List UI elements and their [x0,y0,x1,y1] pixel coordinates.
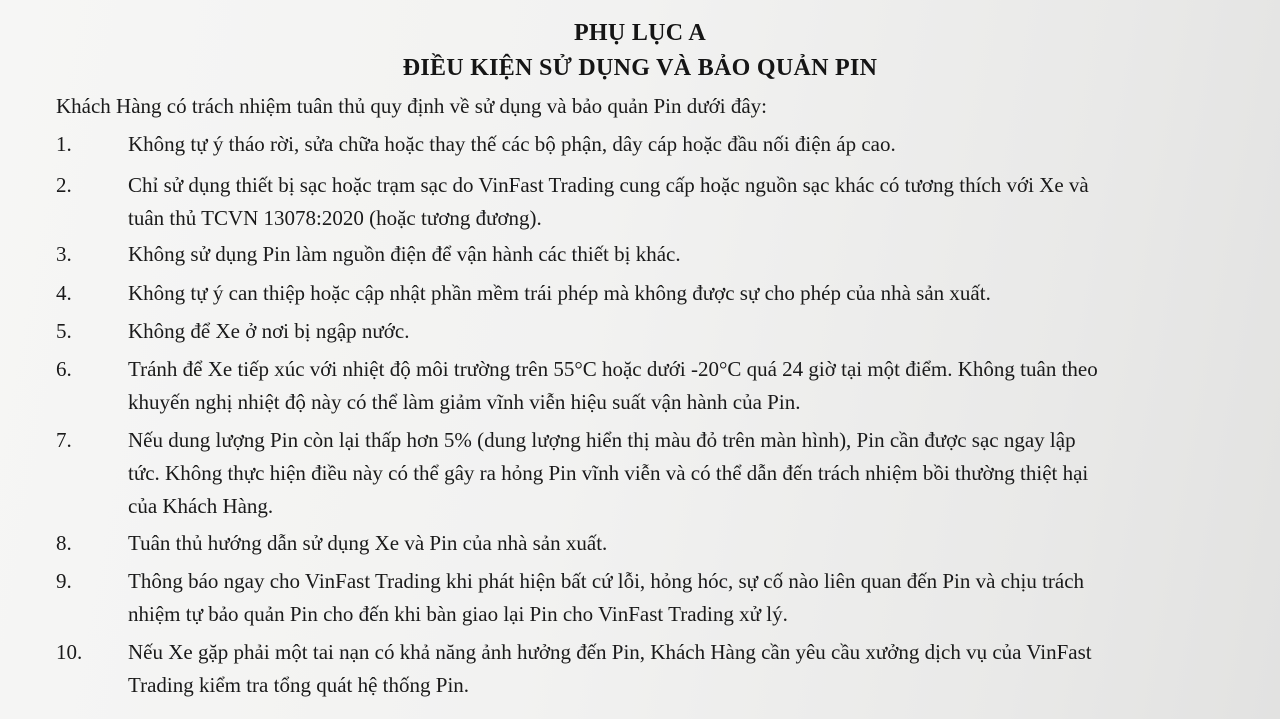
item-number: 2. [56,173,72,197]
item-line: Nếu dung lượng Pin còn lại thấp hơn 5% (dung lượng hiển thị màu đỏ trên màn hình), Pin cần được sạc ngay lập [128,428,1076,452]
appendix-subtitle: ĐIỀU KIỆN SỬ DỤNG VÀ BẢO QUẢN PIN [402,55,878,81]
item-line: Không sử dụng Pin làm nguồn điện để vận hành các thiết bị khác. [128,242,681,266]
appendix-title: PHỤ LỤC A [573,20,707,46]
item-number: 10. [56,640,83,664]
item-text [128,128,1258,161]
item-line: tức. Không thực hiện điều này có thể gây ra hỏng Pin vĩnh viễn và có thể dẫn đến trách nhiệm bồi thường thiệt hại [128,461,1089,485]
item-line: Trading kiểm tra tổng quát hệ thống Pin. [128,673,470,697]
item-line: tuân thủ TCVN 13078:2020 (hoặc tương đương). [128,206,542,230]
item-line: Tránh để Xe tiếp xúc với nhiệt độ môi trường trên 55°C hoặc dưới -20°C quá 24 giờ tại một điểm. Không tuân theo [128,357,1098,381]
item-number: 7. [56,428,72,452]
item-line: Tuân thủ hướng dẫn sử dụng Xe và Pin của nhà sản xuất. [128,531,608,555]
item-line: Không tự ý tháo rời, sửa chữa hoặc thay thế các bộ phận, dây cáp hoặc đầu nối điện áp cao. [128,132,896,156]
item-number: 9. [56,569,72,593]
item-text [128,315,1258,348]
item-line: Nếu Xe gặp phải một tai nạn có khả năng ảnh hưởng đến Pin, Khách Hàng cần yêu cầu xưởng dịch vụ của VinFast [128,640,1092,664]
item-number: 3. [56,242,72,266]
item-line: Chỉ sử dụng thiết bị sạc hoặc trạm sạc do VinFast Trading cung cấp hoặc nguồn sạc khác có tương thích với Xe và [128,173,1089,197]
item-number: 5. [56,319,72,343]
item-line: Thông báo ngay cho VinFast Trading khi phát hiện bất cứ lỗi, hỏng hóc, sự cố nào liên quan đến Pin và chịu trách [128,569,1085,593]
item-text [128,238,1258,271]
intro-paragraph: Khách Hàng có trách nhiệm tuân thủ quy định về sử dụng và bảo quản Pin dưới đây: [56,94,767,118]
item-text [128,565,1258,631]
item-line: khuyến nghị nhiệt độ này có thể làm giảm vĩnh viễn hiệu suất vận hành của Pin. [128,390,801,414]
item-text [128,636,1258,702]
item-line: của Khách Hàng. [128,494,274,518]
item-line: Không để Xe ở nơi bị ngập nước. [128,319,410,343]
item-text [128,424,1258,523]
item-line: Không tự ý can thiệp hoặc cập nhật phần mềm trái phép mà không được sự cho phép của nhà sản xuất. [128,281,991,305]
item-text [128,277,1258,310]
item-text [128,527,1258,560]
item-number: 8. [56,531,72,555]
item-text [128,353,1258,419]
item-number: 4. [56,281,72,305]
item-number: 1. [56,132,72,156]
item-text [128,169,1258,235]
item-number: 6. [56,357,72,381]
item-line: nhiệm tự bảo quản Pin cho đến khi bàn giao lại Pin cho VinFast Trading xử lý. [128,602,788,626]
